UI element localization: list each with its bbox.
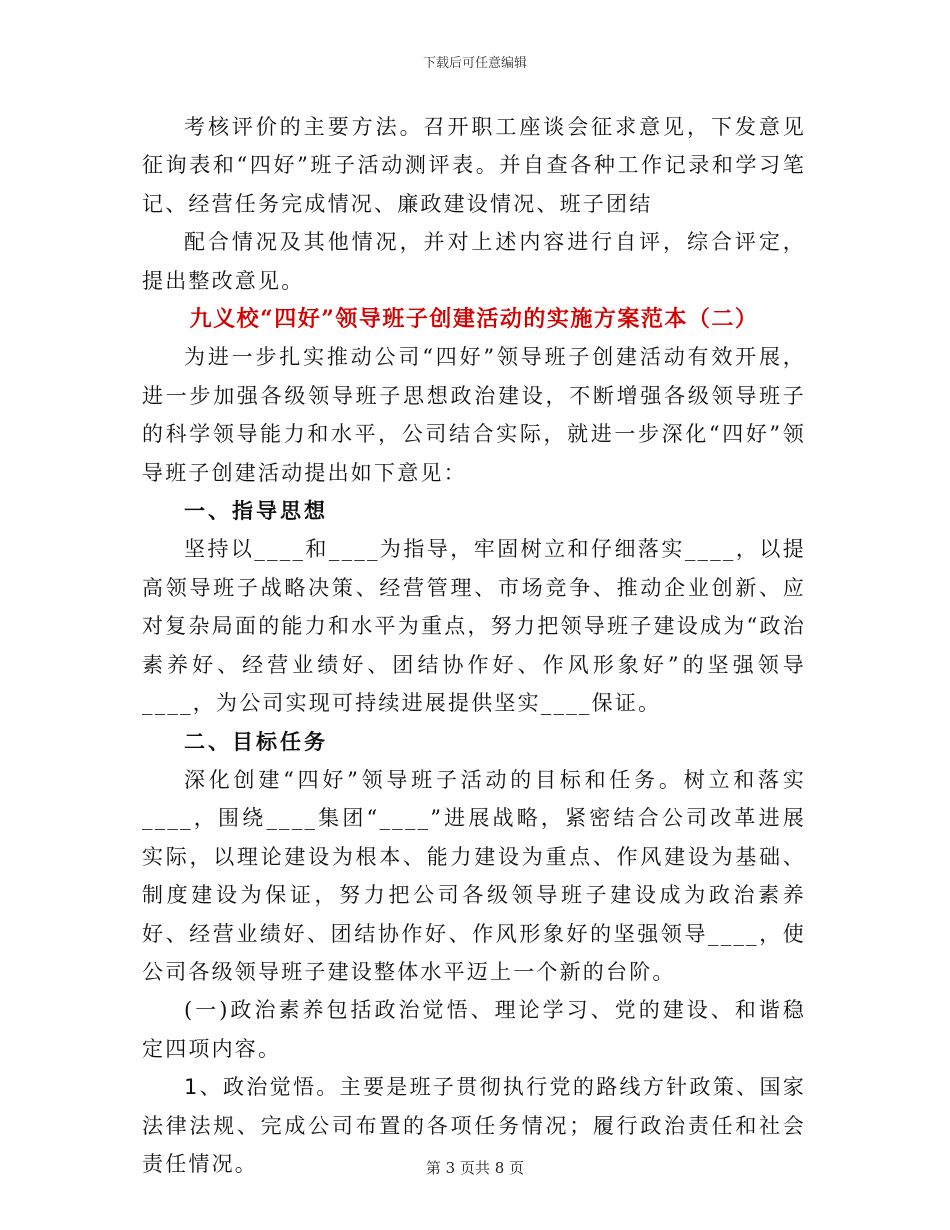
paragraph-goals-tasks: 深化创建“四好”领导班子活动的目标和任务。树立和落实____，围绕____集团“____”进展战略，紧密结合公司改革进展实际，以理论建设为根本、能力建设为重点、作风建设为基础、制度建设为保证，努力把公司各级领导班子建设成为政治素养好、经营业绩好、团结协作好、作风形象好的坚强领导____，使公司各级领导班子建设整体水平迈上一个新的台阶。 bbox=[142, 767, 806, 984]
paragraph-guiding-ideology: 坚持以____和____为指导，牢固树立和仔细落实____，以提高领导班子战略决策、经营管理、市场竞争、推动企业创新、应对复杂局面的能力和水平为重点，努力把领导班子建设成为“政治素养好、经营业绩好、团结协作好、作风形象好”的坚强领导____，为公司实现可持续进展提供坚实____保证。 bbox=[142, 537, 806, 716]
document-body bbox=[142, 108, 806, 1183]
paragraph-political-awareness: 1、政治觉悟。主要是班子贯彻执行党的路线方针政策、国家法律法规、完成公司布置的各项任务情况；履行政治责任和社会责任情况。 bbox=[142, 1075, 806, 1176]
paragraph-self-evaluation: 配合情况及其他情况，并对上述内容进行自评，综合评定，提出整改意见。 bbox=[142, 230, 806, 293]
heading-goals-tasks: 二、目标任务 bbox=[184, 729, 328, 754]
document-title: 九义校“四好”领导班子创建活动的实施方案范本（二） bbox=[189, 306, 759, 333]
paragraph-introduction: 为进一步扎实推动公司“四好”领导班子创建活动有效开展，进一步加强各级领导班子思想政治建设，不断增强各级领导班子的科学领导能力和水平，公司结合实际，就进一步深化“四好”领导班子创建活动提出如下意见： bbox=[142, 345, 806, 485]
heading-guiding-ideology: 一、指导思想 bbox=[184, 499, 328, 524]
paragraph-assessment-methods: 考核评价的主要方法。召开职工座谈会征求意见，下发意见征询表和“四好”班子活动测评表。并自查各种工作记录和学习笔记、经营任务完成情况、廉政建设情况、班子团结 bbox=[142, 115, 806, 216]
paragraph-political-quality: (一)政治素养包括政治觉悟、理论学习、党的建设、和谐稳定四项内容。 bbox=[142, 998, 806, 1061]
page-header: 下载后可任意编辑 bbox=[422, 56, 527, 71]
page-footer: 第 3 页共 8 页 bbox=[425, 1159, 525, 1177]
